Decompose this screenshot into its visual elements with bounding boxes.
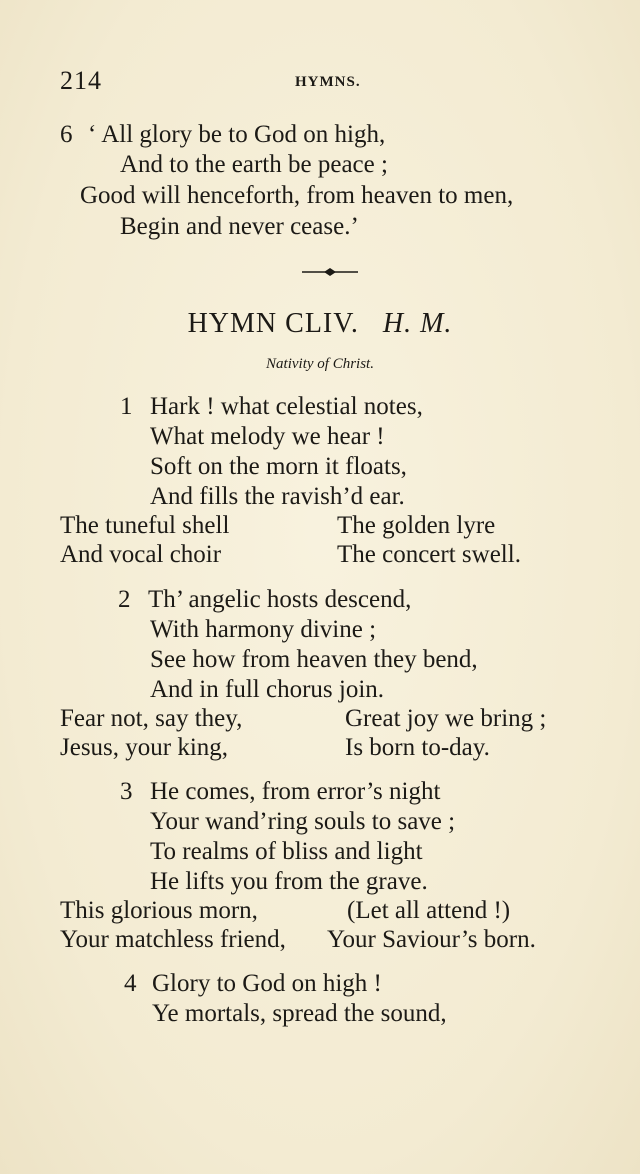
verse-2-refrain-1-left: Fear not, say they, bbox=[60, 705, 243, 732]
verse-2-line-1: Th’ angelic hosts descend, bbox=[148, 586, 412, 613]
verse-4-line-1: Glory to God on high ! bbox=[152, 970, 382, 997]
verse-1-refrain-2-left: And vocal choir bbox=[60, 541, 222, 568]
verse-6-line-2: And to the earth be peace ; bbox=[120, 151, 388, 178]
hymn-title bbox=[0, 308, 640, 340]
verse-6-line-3: Good will henceforth, from heaven to men, bbox=[80, 182, 514, 209]
verse-3-line-1: He comes, from error’s night bbox=[150, 778, 441, 805]
verse-2-line-4: And in full chorus join. bbox=[150, 676, 385, 703]
verse-3-refrain-1-left: This glorious morn, bbox=[60, 897, 258, 924]
verse-2-refrain-2-left: Jesus, your king, bbox=[60, 734, 229, 761]
verse-2-refrain-1-right: Great joy we bring ; bbox=[345, 705, 547, 732]
verse-3-refrain-1-right: (Let all attend !) bbox=[347, 897, 511, 924]
verse-3-refrain-2-right: Your Saviour’s born. bbox=[327, 926, 536, 953]
verse-4-line-2: Ye mortals, spread the sound, bbox=[152, 1000, 447, 1027]
verse-1-number: 1 bbox=[120, 393, 133, 420]
verse-1-refrain-1-right: The golden lyre bbox=[337, 512, 496, 539]
verse-2-number: 2 bbox=[118, 586, 131, 613]
verse-3-number: 3 bbox=[120, 778, 133, 805]
hymn-title-number: HYMN CLIV. bbox=[187, 308, 359, 339]
verse-6-line-4: Begin and never cease.’ bbox=[120, 213, 359, 240]
verse-1-line-3: Soft on the morn it floats, bbox=[150, 453, 407, 480]
page-number: 214 bbox=[60, 66, 102, 95]
verse-1-line-4: And fills the ravish’d ear. bbox=[150, 483, 405, 510]
verse-1-refrain-1-left: The tuneful shell bbox=[60, 512, 230, 539]
verse-3-line-2: Your wand’ring souls to save ; bbox=[150, 808, 456, 835]
verse-6-number: 6 bbox=[60, 121, 73, 148]
hymn-subtitle: Nativity of Christ. bbox=[266, 356, 374, 372]
verse-3-line-3: To realms of bliss and light bbox=[150, 838, 423, 865]
verse-3-refrain-2-left: Your matchless friend, bbox=[60, 926, 286, 953]
verse-2-line-2: With harmony divine ; bbox=[150, 616, 377, 643]
verse-6-line-1: ‘ All glory be to God on high, bbox=[88, 121, 386, 148]
verse-1-refrain-2-right: The concert swell. bbox=[337, 541, 521, 568]
verse-2-refrain-2-right: Is born to-day. bbox=[345, 734, 490, 761]
hymn-meter: H. M. bbox=[382, 308, 453, 339]
ornament-divider bbox=[300, 266, 360, 278]
running-head: HYMNS. bbox=[295, 74, 361, 90]
verse-3-line-4: He lifts you from the grave. bbox=[150, 868, 428, 895]
verse-2-line-3: See how from heaven they bend, bbox=[150, 646, 478, 673]
verse-4-number: 4 bbox=[124, 970, 137, 997]
verse-1-line-1: Hark ! what celestial notes, bbox=[150, 393, 423, 420]
verse-1-line-2: What melody we hear ! bbox=[150, 423, 385, 450]
